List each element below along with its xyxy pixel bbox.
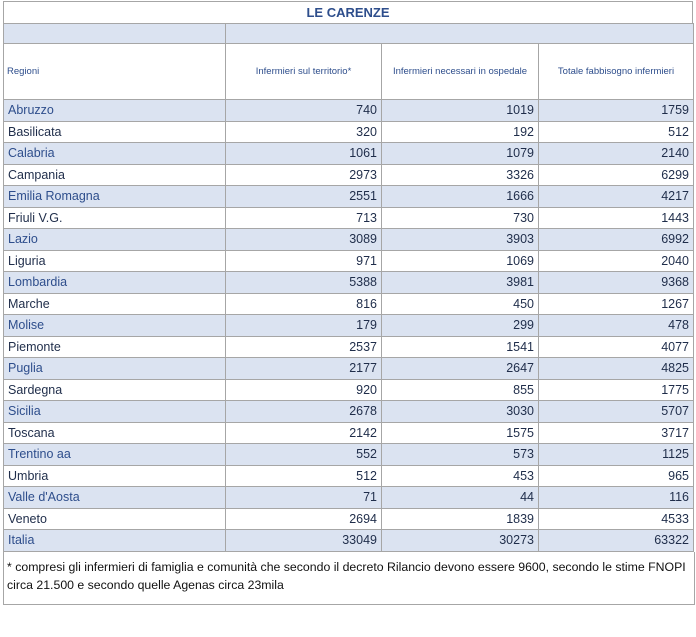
value-cell: 1839 — [382, 508, 539, 530]
value-cell: 1759 — [539, 100, 694, 122]
value-cell: 3089 — [226, 229, 382, 251]
region-cell: Emilia Romagna — [4, 186, 226, 208]
value-cell: 1575 — [382, 422, 539, 444]
value-cell: 2973 — [226, 164, 382, 186]
value-cell: 33049 — [226, 530, 382, 552]
value-cell: 5388 — [226, 272, 382, 294]
value-cell: 730 — [382, 207, 539, 229]
value-cell: 2551 — [226, 186, 382, 208]
value-cell: 2040 — [539, 250, 694, 272]
region-cell: Umbria — [4, 465, 226, 487]
value-cell: 5707 — [539, 401, 694, 423]
header-territorio: Infermieri sul territorio* — [226, 44, 382, 100]
table-row — [4, 143, 694, 165]
value-cell: 179 — [226, 315, 382, 337]
value-cell: 3717 — [539, 422, 694, 444]
table-row — [4, 358, 694, 380]
table-row — [4, 444, 694, 466]
value-cell: 573 — [382, 444, 539, 466]
value-cell: 2647 — [382, 358, 539, 380]
value-cell: 6992 — [539, 229, 694, 251]
value-cell: 1019 — [382, 100, 539, 122]
table-row — [4, 250, 694, 272]
value-cell: 4217 — [539, 186, 694, 208]
region-cell: Molise — [4, 315, 226, 337]
region-cell: Calabria — [4, 143, 226, 165]
region-cell: Trentino aa — [4, 444, 226, 466]
value-cell: 478 — [539, 315, 694, 337]
value-cell: 453 — [382, 465, 539, 487]
region-cell: Veneto — [4, 508, 226, 530]
value-cell: 713 — [226, 207, 382, 229]
value-cell: 1079 — [382, 143, 539, 165]
region-cell: Italia — [4, 530, 226, 552]
value-cell: 1541 — [382, 336, 539, 358]
value-cell: 1267 — [539, 293, 694, 315]
value-cell: 512 — [226, 465, 382, 487]
region-cell: Sardegna — [4, 379, 226, 401]
region-cell: Marche — [4, 293, 226, 315]
value-cell: 4825 — [539, 358, 694, 380]
region-cell: Lombardia — [4, 272, 226, 294]
value-cell: 450 — [382, 293, 539, 315]
value-cell: 6299 — [539, 164, 694, 186]
table-row — [4, 379, 694, 401]
region-cell: Abruzzo — [4, 100, 226, 122]
region-cell: Valle d'Aosta — [4, 487, 226, 509]
value-cell: 4077 — [539, 336, 694, 358]
value-cell: 1775 — [539, 379, 694, 401]
value-cell: 116 — [539, 487, 694, 509]
region-cell: Lazio — [4, 229, 226, 251]
table-row — [4, 401, 694, 423]
region-cell: Toscana — [4, 422, 226, 444]
value-cell: 9368 — [539, 272, 694, 294]
region-cell: Piemonte — [4, 336, 226, 358]
table-container — [3, 1, 693, 605]
header-totale: Totale fabbisogno infermieri — [539, 44, 694, 100]
value-cell: 816 — [226, 293, 382, 315]
table-row — [4, 422, 694, 444]
table-row — [4, 164, 694, 186]
table-row — [4, 229, 694, 251]
header-ospedale: Infermieri necessari in ospedale — [382, 44, 539, 100]
value-cell: 299 — [382, 315, 539, 337]
value-cell: 855 — [382, 379, 539, 401]
table-row — [4, 207, 694, 229]
region-cell: Puglia — [4, 358, 226, 380]
table-row — [4, 508, 694, 530]
value-cell: 1069 — [382, 250, 539, 272]
table-row — [4, 465, 694, 487]
region-cell: Sicilia — [4, 401, 226, 423]
value-cell: 1061 — [226, 143, 382, 165]
region-cell: Liguria — [4, 250, 226, 272]
value-cell: 1666 — [382, 186, 539, 208]
value-cell: 2142 — [226, 422, 382, 444]
value-cell: 3030 — [382, 401, 539, 423]
table-row — [4, 487, 694, 509]
shortage-table — [3, 23, 694, 552]
value-cell: 2694 — [226, 508, 382, 530]
value-cell: 3903 — [382, 229, 539, 251]
table-title: LE CARENZE — [3, 1, 693, 23]
table-row — [4, 100, 694, 122]
value-cell: 2140 — [539, 143, 694, 165]
value-cell: 63322 — [539, 530, 694, 552]
value-cell: 2678 — [226, 401, 382, 423]
value-cell: 740 — [226, 100, 382, 122]
table-row — [4, 272, 694, 294]
value-cell: 192 — [382, 121, 539, 143]
value-cell: 965 — [539, 465, 694, 487]
region-cell: Campania — [4, 164, 226, 186]
value-cell: 971 — [226, 250, 382, 272]
spacer-row — [4, 24, 694, 44]
table-row — [4, 186, 694, 208]
table-row — [4, 293, 694, 315]
value-cell: 1125 — [539, 444, 694, 466]
value-cell: 3981 — [382, 272, 539, 294]
value-cell: 3326 — [382, 164, 539, 186]
value-cell: 30273 — [382, 530, 539, 552]
value-cell: 320 — [226, 121, 382, 143]
table-body — [4, 100, 694, 552]
value-cell: 44 — [382, 487, 539, 509]
header-regioni: Regioni — [4, 44, 226, 100]
value-cell: 512 — [539, 121, 694, 143]
table-row — [4, 336, 694, 358]
value-cell: 920 — [226, 379, 382, 401]
footnote: * compresi gli infermieri di famiglia e comunità che secondo il decreto Rilancio devono essere 9600, secondo le stime FNOPI circa 21.500 e secondo quelle Agenas circa 23mila — [3, 552, 695, 605]
table-row — [4, 530, 694, 552]
table-row — [4, 315, 694, 337]
value-cell: 71 — [226, 487, 382, 509]
value-cell: 2537 — [226, 336, 382, 358]
region-cell: Friuli V.G. — [4, 207, 226, 229]
value-cell: 2177 — [226, 358, 382, 380]
value-cell: 1443 — [539, 207, 694, 229]
region-cell: Basilicata — [4, 121, 226, 143]
value-cell: 4533 — [539, 508, 694, 530]
value-cell: 552 — [226, 444, 382, 466]
header-row — [4, 44, 694, 100]
table-row — [4, 121, 694, 143]
